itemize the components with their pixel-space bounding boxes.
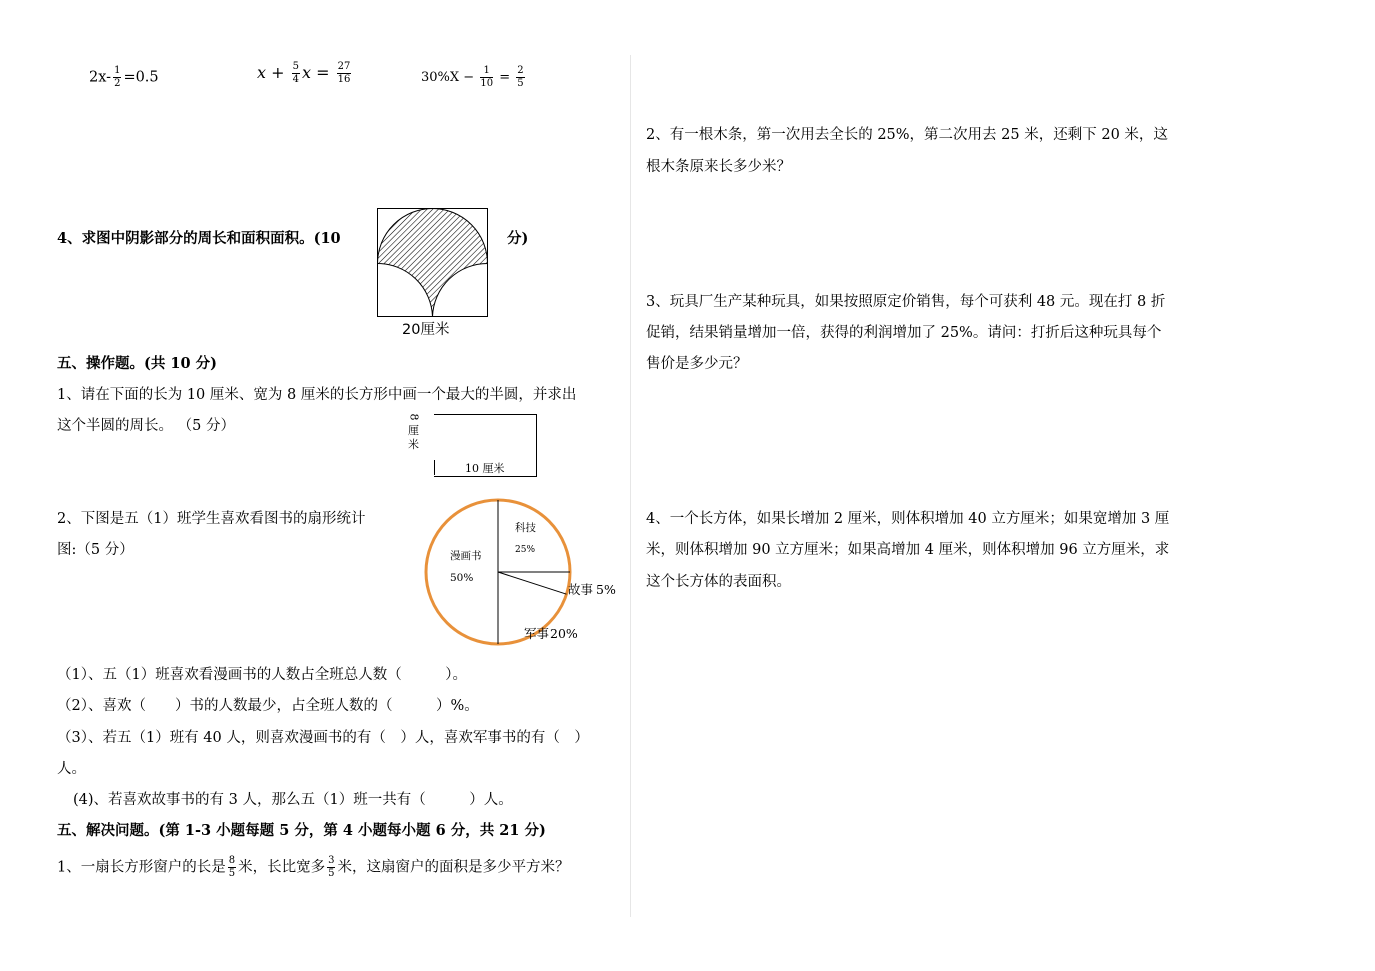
eq2-x1: x [257,63,267,82]
eq3-fraction-1 [480,66,493,89]
eq3-fraction-2 [516,66,524,89]
solve-q1-f2-num: 3 [328,855,335,866]
solve-q1-f1-den: 5 [228,868,236,879]
eq1-pre: 2x- [89,69,112,86]
eq2-equals: = [316,63,330,82]
eq2-f2-den: 16 [337,74,351,85]
label-keji-pct: 25% [515,545,536,555]
label-gushi [568,582,616,597]
label-gushi-pct: 5% [596,582,616,597]
eq2-fraction-1 [292,62,300,85]
section-operation-title: 五、操作题。(共 10 分) [57,355,217,372]
rect-length-label: 10 厘米 [465,462,505,475]
q4-fen: 分) [507,230,529,247]
eq3-f2-den: 5 [517,78,524,89]
op-sub3b: 人。 [57,761,86,777]
eq2-fraction-2 [337,62,352,85]
rect-width-unit2: 米 [408,438,419,451]
eq1-fraction [113,66,121,89]
right-q3-line1: 3、玩具厂生产某种玩具，如果按照原定价销售，每个可获利 48 元。现在打 8 折 [646,294,1166,310]
equation-3 [421,66,527,89]
equation-2 [257,62,353,85]
solve-q1 [57,856,569,879]
eq2-plus: + [271,63,285,82]
label-gushi-name: 故事 [568,582,594,597]
rect-width-label [408,410,419,452]
op-q1-line2: 这个半圆的周长。 （5 分） [57,418,235,434]
rect-width-unit1: 厘 [408,424,419,437]
op-q2-line1: 2、下图是五（1）班学生喜欢看图书的扇形统计 [57,511,366,527]
eq3-pre: 30%X [421,70,460,85]
right-q2-line1: 2、有一根木条，第一次用去全长的 25%，第二次用去 25 米，还剩下 20 米，这 [646,127,1168,143]
pie-chart [420,492,620,652]
eq3-minus: − [463,70,475,85]
solve-q1-mid: 米，长比宽多 [238,859,326,876]
q4-text: 4、求图中阴影部分的周长和面积面积。(10 [57,230,341,247]
section-solve-title: 五、解决问题。(第 1-3 小题每题 5 分，第 4 小题每小题 6 分，共 21 分) [57,822,546,839]
op-q2-line2: 图:（5 分） [57,542,134,558]
figure-length-label: 20厘米 [402,322,450,338]
rect-width-number: 8 [407,413,421,421]
eq1-post: =0.5 [123,69,159,86]
eq3-equals: = [499,70,511,85]
solve-q1-pre: 1、一扇长方形窗户的长是 [57,859,226,876]
solve-q1-frac1 [228,856,236,879]
label-junshi-pct: 20% [550,626,578,641]
op-sub3a: （3）、若五（1）班有 40 人，则喜欢漫画书的有（ ）人，喜欢军事书的有（ ） [57,730,589,746]
right-q3-line3: 售价是多少元？ [646,356,748,372]
column-divider [630,55,631,917]
solve-q1-f2-den: 5 [328,868,335,879]
label-manhua-pct: 50% [450,572,474,584]
shaded-figure [377,208,489,318]
solve-q1-frac2 [327,856,335,879]
right-q4-line2: 米，则体积增加 90 立方厘米；如果高增加 4 厘米，则体积增加 96 立方厘米，求 [646,542,1170,558]
label-junshi-name: 军事 [524,626,550,641]
solve-q1-post: 米，这扇窗户的面积是多少平方米？ [337,859,570,876]
solve-q1-f1-num: 8 [228,855,236,866]
right-q3-line2: 促销，结果销量增加一倍，获得的利润增加了 25%。请问：打折后这种玩具每个 [646,325,1162,341]
eq2-f2-num: 27 [337,61,351,72]
op-q1-line1: 1、请在下面的长为 10 厘米、宽为 8 厘米的长方形中画一个最大的半圆，并求出 [57,387,577,403]
equation-1 [89,66,159,89]
eq3-f1-den: 10 [480,78,494,89]
right-q2-line2: 根木条原来长多少米？ [646,159,791,175]
eq2-f1-den: 4 [292,74,299,85]
label-keji-name: 科技 [515,522,536,534]
eq3-f2-num: 2 [517,65,524,76]
op-sub4: (4)、若喜欢故事书的有 3 人，那么五（1）班一共有（ ）人。 [73,792,513,808]
op-sub1: （1）、五（1）班喜欢看漫画书的人数占全班总人数（ ）。 [57,667,467,683]
eq2-f1-num: 5 [292,61,299,72]
eq3-f1-num: 1 [480,66,493,78]
label-junshi [524,626,578,641]
right-q4-line1: 4、一个长方体，如果长增加 2 厘米，则体积增加 40 立方厘米；如果宽增加 3 厘 [646,511,1170,527]
op-sub2: （2）、喜欢（ ）书的人数最少，占全班人数的（ ）%。 [57,698,479,714]
eq2-x2: x [302,63,312,82]
eq1-num: 1 [114,65,121,76]
eq1-den: 2 [114,78,121,89]
right-q4-line3: 这个长方体的表面积。 [646,574,791,590]
label-manhua-name: 漫画书 [450,550,482,562]
